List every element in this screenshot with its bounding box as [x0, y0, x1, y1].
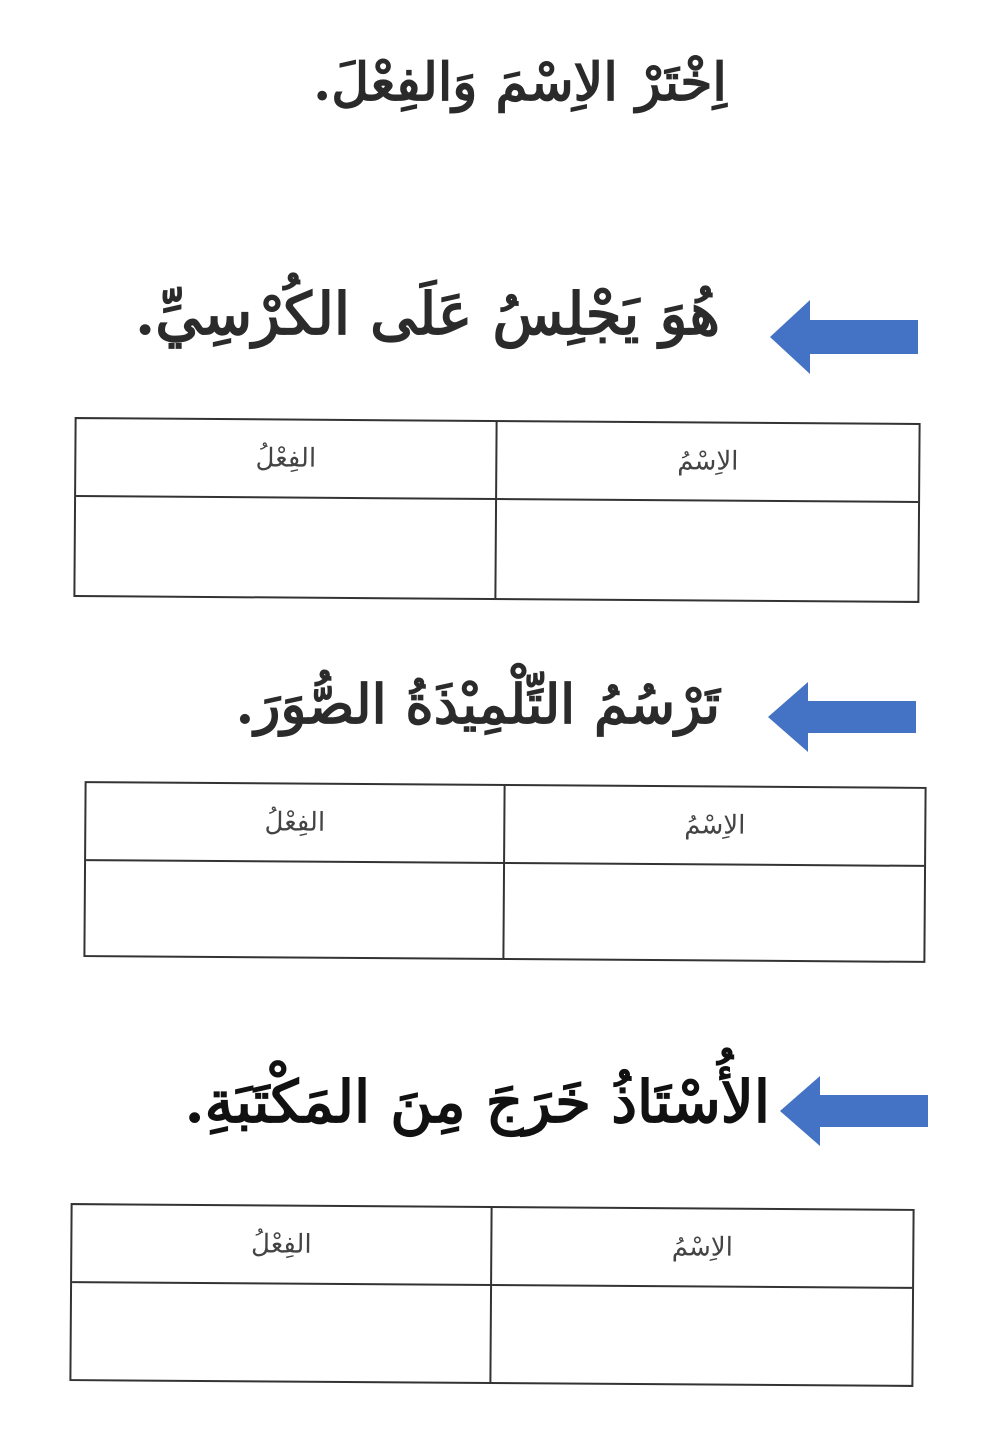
noun-answer-field[interactable] — [491, 1286, 912, 1385]
verb-answer-field[interactable] — [85, 861, 505, 958]
answer-table-1 — [73, 417, 920, 603]
answer-table-2 — [83, 781, 926, 963]
sentence-3: الأُسْتَاذُ خَرَجَ مِنَ المَكْتَبَةِ. — [184, 1068, 770, 1136]
left-arrow-icon — [770, 298, 920, 376]
noun-header: الاِسْمُ — [492, 1208, 913, 1289]
verb-answer-field[interactable] — [75, 497, 497, 598]
answer-table-3 — [69, 1203, 914, 1387]
verb-header: الفِعْلُ — [86, 783, 506, 864]
noun-header: الاِسْمُ — [497, 422, 919, 503]
verb-header: الفِعْلُ — [72, 1205, 493, 1286]
noun-answer-field[interactable] — [504, 864, 924, 961]
sentence-2: تَرْسُمُ التِّلْمِيْذَةُ الصُّوَرَ. — [235, 672, 720, 736]
noun-header: الاِسْمُ — [505, 786, 925, 867]
verb-header: الفِعْلُ — [76, 419, 498, 500]
noun-answer-field[interactable] — [496, 500, 918, 601]
left-arrow-icon — [780, 1074, 930, 1148]
left-arrow-icon — [768, 680, 918, 754]
sentence-1: هُوَ يَجْلِسُ عَلَى الكُرْسِيِّ. — [135, 280, 720, 348]
page-title: اِخْتَرْ الاِسْمَ وَالفِعْلَ. — [313, 52, 727, 113]
verb-answer-field[interactable] — [71, 1283, 492, 1382]
